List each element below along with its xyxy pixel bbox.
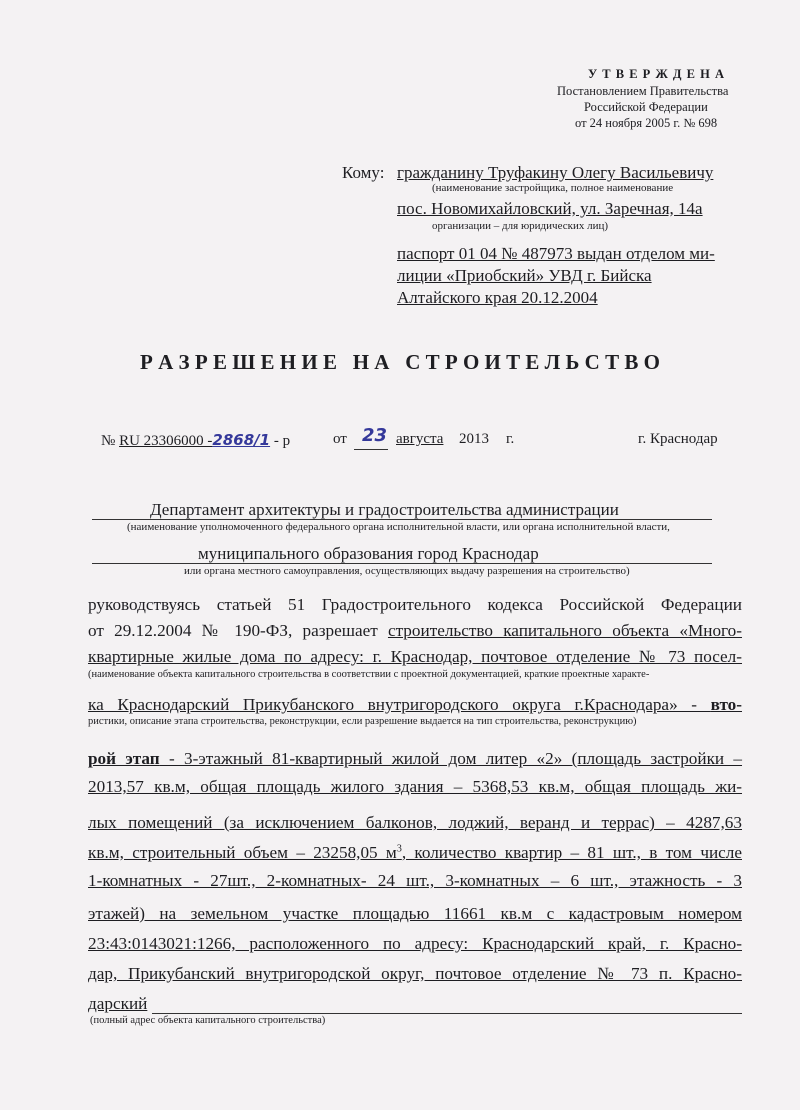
recipient-name-caption: (наименование застройщика, полное наименование bbox=[432, 182, 674, 194]
number-line bbox=[101, 431, 290, 450]
body-line-4 bbox=[88, 695, 742, 715]
body-line-2b: строительство капитального объекта «Много- bbox=[387, 621, 742, 640]
issue-city: г. Краснодар bbox=[638, 431, 718, 447]
body-line-8b: , количество квартир – 81 шт., в том числе bbox=[401, 843, 742, 862]
body-end-rule bbox=[152, 1013, 742, 1014]
body-line-5b: - 3-этажный 81-квартирный жилой дом литер «2» (площадь застройки – bbox=[159, 749, 743, 768]
passport-line-1: паспорт 01 04 № 487973 выдан отделом ми- bbox=[397, 244, 715, 263]
approval-title: У Т В Е Р Ж Д Е Н А bbox=[588, 67, 725, 81]
body-line-11: 23:43:0143021:1266, расположенного по адресу: Краснодарский край, г. Красно- bbox=[88, 934, 742, 953]
number-suffix: - р bbox=[273, 433, 291, 449]
recipient-name: гражданину Труфакину Олегу Васильевичу bbox=[397, 163, 714, 182]
body-caption-3: (наименование объекта капитального строительства в соответствии с проектной документацией, краткие проектные характе- bbox=[88, 669, 650, 680]
date-month: августа bbox=[396, 431, 444, 447]
authority-line-1: Департамент архитектуры и градостроительства администрации bbox=[150, 500, 619, 519]
body-line-8 bbox=[88, 843, 742, 863]
body-line-6: 2013,57 кв.м, общая площадь жилого здания – 5368,53 кв.м, общая площадь жи- bbox=[88, 777, 742, 796]
body-line-13: дарский bbox=[88, 994, 148, 1013]
passport-line-3: Алтайского края 20.12.2004 bbox=[397, 288, 598, 307]
authority-caption-2: или органа местного самоуправления, осуществляющих выдачу разрешения на строительство) bbox=[184, 565, 630, 577]
body-line-3: квартирные жилые дома по адресу: г. Краснодар, почтовое отделение № 73 посел- bbox=[88, 647, 742, 666]
body-line-10: этажей) на земельном участке площадью 11661 кв.м с кадастровым номером bbox=[88, 904, 742, 923]
approval-line-3: от 24 ноября 2005 г. № 698 bbox=[575, 116, 718, 130]
approval-line-1: Постановлением Правительства bbox=[557, 84, 729, 98]
body-line-5 bbox=[88, 749, 742, 769]
authority-rule-2 bbox=[92, 563, 712, 564]
recipient-address: пос. Новомихайловский, ул. Заречная, 14а bbox=[397, 199, 703, 218]
body-line-2 bbox=[88, 621, 742, 641]
recipient-address-caption: организации – для юридических лиц) bbox=[432, 220, 609, 232]
approval-line-2: Российской Федерации bbox=[584, 100, 708, 114]
body-line-8-sup: 3 bbox=[396, 843, 402, 855]
document-title: Р А З Р Е Ш Е Н И Е Н А С Т Р О И Т Е Л Ь С Т В О bbox=[140, 350, 660, 374]
body-line-2a: от 29.12.2004 № 190-ФЗ, разрешает bbox=[88, 621, 388, 640]
date-from: от bbox=[333, 431, 347, 447]
body-line-9: 1-комнатных - 27шт., 2-комнатных- 24 шт., 3-комнатных – 6 шт., этажность - 3 bbox=[88, 871, 742, 890]
body-caption-4: ристики, описание этапа строительства, реконструкции, если разрешение выдается на тип строительства, реконструкцию) bbox=[88, 716, 637, 727]
body-line-8a: кв.м, строительный объем – 23258,05 м bbox=[88, 843, 397, 862]
body-line-4b: вто- bbox=[710, 695, 742, 714]
day-underline bbox=[354, 449, 388, 450]
body-line-5a: рой этап bbox=[88, 749, 160, 768]
handwritten-number: 2868/1 bbox=[212, 431, 271, 449]
body-caption-13: (полный адрес объекта капитального строительства) bbox=[90, 1015, 326, 1026]
recipient-label: Кому: bbox=[342, 163, 385, 182]
handwritten-day: 23 bbox=[362, 425, 388, 446]
number-code: RU 23306000 - bbox=[119, 433, 213, 449]
authority-line-2: муниципального образования город Краснодар bbox=[198, 544, 539, 563]
body-line-12: дар, Прикубанский внутригородской округ, почтовое отделение № 73 п. Красно- bbox=[88, 964, 742, 983]
authority-rule-1 bbox=[92, 519, 712, 520]
body-line-7: лых помещений (за исключением балконов, лоджий, веранд и террас) – 4287,63 bbox=[88, 813, 742, 832]
number-prefix: № bbox=[101, 433, 116, 449]
body-line-1: руководствуясь статьей 51 Градостроительного кодекса Российской Федерации bbox=[88, 595, 742, 614]
date-year-suffix: г. bbox=[506, 431, 515, 447]
body-line-4a: ка Краснодарский Прикубанского внутригородского округа г.Краснодара» - bbox=[88, 695, 711, 714]
passport-line-2: лиции «Приобский» УВД г. Бийска bbox=[397, 266, 652, 285]
authority-caption-1: (наименование уполномоченного федерального органа исполнительной власти, или органа исполнительной власти, bbox=[127, 521, 670, 533]
date-year: 2013 bbox=[459, 431, 489, 447]
